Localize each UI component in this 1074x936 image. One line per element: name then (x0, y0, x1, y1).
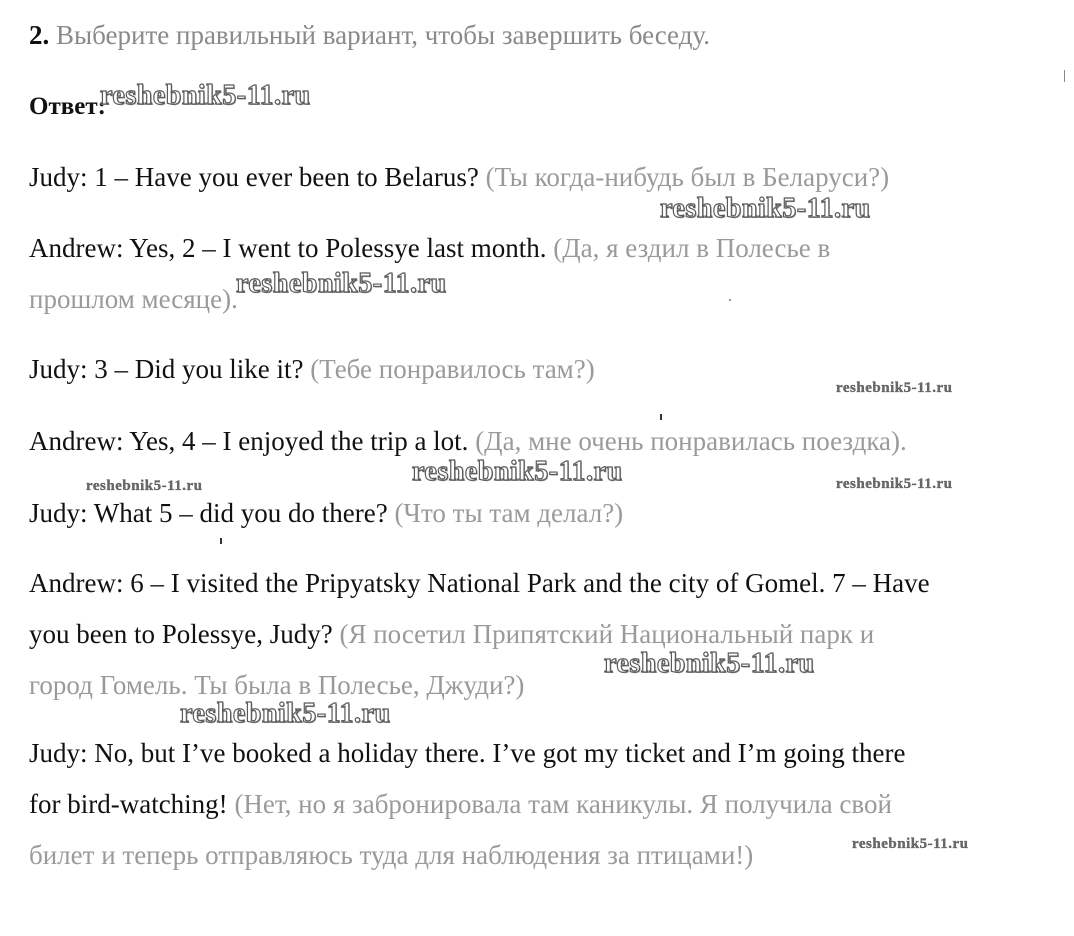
watermark: reshebnik5-11.ru (852, 836, 969, 852)
watermark: reshebnik5-11.ru (836, 476, 953, 492)
watermark: reshebnik5-11.ru (412, 456, 623, 487)
watermark: reshebnik5-11.ru (836, 380, 953, 396)
watermark: reshebnik5-11.ru (236, 268, 447, 299)
dialogue-english: Judy: No, but I’ve booked a holiday there. I’ve got my ticket and I’m going there (29, 738, 906, 768)
dialogue-line (29, 496, 623, 530)
dialogue-translation: (Что ты там делал?) (387, 498, 624, 528)
dialogue-english: Andrew: Yes, 4 – I enjoyed the trip a lot. (29, 426, 469, 456)
dialogue-line (29, 617, 874, 651)
dialogue-translation: билет и теперь отправляюсь туда для наблюдения за птицами!) (29, 840, 754, 870)
task-number: 2. (29, 20, 50, 50)
watermark: reshebnik5-11.ru (660, 193, 871, 224)
watermark: reshebnik5-11.ru (604, 648, 815, 679)
dialogue-translation: город Гомель. Ты была в Полесье, Джуди?) (29, 670, 525, 700)
dialogue-translation: (Да, мне очень понравилась поездка). (468, 426, 907, 456)
dialogue-translation: (Ты когда-нибудь был в Беларуси?) (478, 162, 890, 192)
dialogue-line (29, 838, 753, 872)
answer-label: Ответ: (29, 93, 106, 120)
dialogue-english: Judy: 1 – Have you ever been to Belarus? (29, 162, 479, 192)
dialogue-english: Andrew: Yes, 2 – I went to Polessye last month. (29, 233, 547, 263)
dialogue-line (29, 787, 892, 821)
dialogue-translation: (Нет, но я забронировала там каникулы. Я получила свой (227, 789, 892, 819)
scan-speck (220, 538, 222, 544)
dialogue-translation: (Я посетил Припятский Национальный парк и (332, 619, 875, 649)
dialogue-line (29, 424, 907, 458)
dialogue-line (29, 352, 595, 386)
dialogue-translation: прошлом месяце). (29, 284, 238, 314)
watermark: reshebnik5-11.ru (86, 478, 203, 494)
dialogue-english: Andrew: 6 – I visited the Pripyatsky National Park and the city of Gomel. 7 – Have (29, 568, 930, 598)
task-instruction: Выберите правильный вариант, чтобы завершить беседу. (56, 20, 710, 50)
dialogue-line (29, 282, 238, 316)
scan-speck (1064, 70, 1065, 82)
watermark: reshebnik5-11.ru (100, 80, 311, 111)
task-heading (29, 18, 710, 52)
dialogue-line (29, 566, 930, 600)
dialogue-line (29, 160, 889, 194)
answer-heading (29, 88, 106, 124)
dialogue-english: Judy: 3 – Did you like it? (29, 354, 304, 384)
scan-speck (660, 414, 662, 420)
dialogue-line (29, 668, 524, 702)
dialogue-translation: (Тебе понравилось там?) (303, 354, 595, 384)
dialogue-translation: (Да, я ездил в Полесье в (546, 233, 831, 263)
watermark: reshebnik5-11.ru (180, 698, 391, 729)
dialogue-english: you been to Polessye, Judy? (29, 619, 333, 649)
dialogue-line (29, 231, 830, 265)
scan-speck (729, 299, 731, 301)
dialogue-english: Judy: What 5 – did you do there? (29, 498, 388, 528)
dialogue-english: for bird-watching! (29, 789, 228, 819)
dialogue-line (29, 736, 906, 770)
